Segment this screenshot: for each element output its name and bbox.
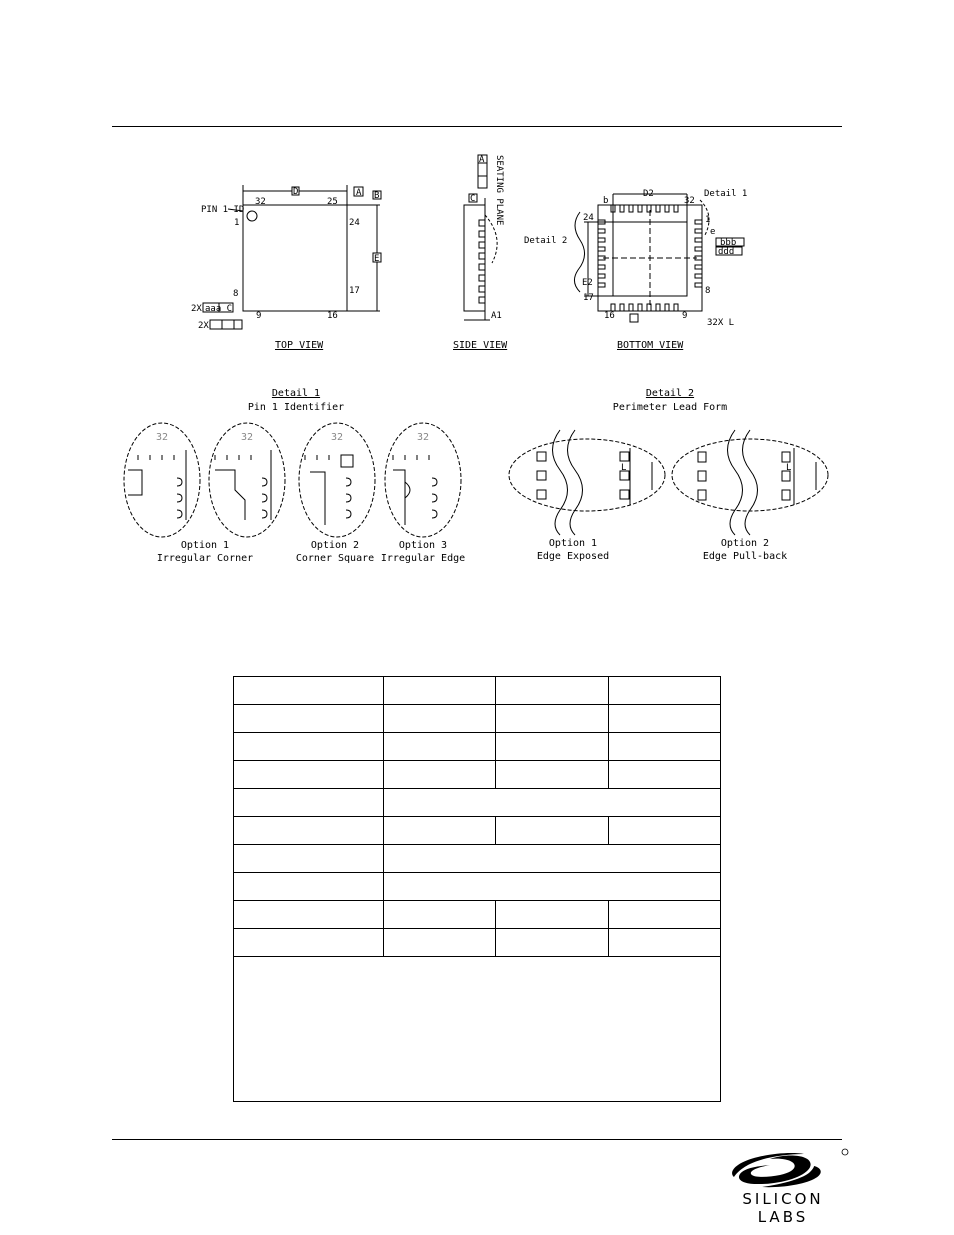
detail-1-option-3-name: Option 3 [398, 540, 448, 551]
table-cell [234, 901, 384, 929]
bottom-pin-8: 8 [705, 286, 711, 296]
top-pin-16: 16 [327, 311, 338, 321]
table-cell [496, 929, 608, 957]
dim-e-pitch-label: e [710, 227, 716, 237]
table-row [234, 817, 721, 845]
table-row [234, 873, 721, 901]
top-pin-8: 8 [233, 289, 239, 299]
detail-1-option-1-desc: Irregular Corner [156, 553, 254, 564]
side-view [464, 155, 497, 320]
detail-2-option-2-name: Option 2 [720, 538, 770, 549]
detail-1-option-2-name: Option 2 [310, 540, 360, 551]
dimension-table-body [234, 677, 721, 1102]
table-cell [384, 929, 496, 957]
bottom-view-leads-left [598, 220, 605, 287]
dim-d-label: D [293, 187, 299, 197]
package-outline-drawing [0, 0, 954, 600]
table-cell [384, 705, 496, 733]
table-cell [384, 901, 496, 929]
detail-2-lead-l-2: L [786, 463, 792, 473]
dim-e-label: E [374, 254, 380, 264]
detail-2-title: Detail 2 [645, 388, 695, 399]
dim-d2-label: D2 [643, 189, 654, 199]
datum-a-label: A [356, 188, 362, 198]
table-cell [234, 873, 384, 901]
detail-1-pin-32-a: 32 [155, 432, 169, 443]
callout-2x-2: 2X [198, 321, 209, 331]
table-cell [608, 733, 720, 761]
callout-tolerance: aaa C [205, 304, 233, 314]
detail-2-subtitle: Perimeter Lead Form [612, 402, 728, 413]
detail-1-drawings [124, 423, 461, 537]
detail-1-pin-32-d: 32 [416, 432, 430, 443]
bottom-view-leads-top [611, 205, 678, 212]
table-cell [234, 817, 384, 845]
side-view-label: SIDE VIEW [453, 340, 508, 351]
detail-2-option-1-name: Option 1 [548, 538, 598, 549]
table-cell [608, 901, 720, 929]
detail-2-option-2-shape [672, 430, 828, 535]
table-cell [384, 845, 721, 873]
bottom-pin-16: 16 [604, 311, 615, 321]
table-cell [384, 761, 496, 789]
table-cell [234, 733, 384, 761]
table-cell [496, 705, 608, 733]
top-pin-9: 9 [256, 311, 262, 321]
table-row [234, 733, 721, 761]
logo-text: SILICON LABS [742, 1190, 824, 1226]
detail-1-option-3-desc: Irregular Edge [380, 553, 466, 564]
table-cell [608, 761, 720, 789]
top-view-package-body [243, 205, 347, 311]
table-cell [608, 817, 720, 845]
table-cell [608, 705, 720, 733]
pin1-id-label: PIN 1 ID [201, 205, 245, 215]
table-cell [234, 789, 384, 817]
side-datum-c: C [470, 194, 476, 204]
table-row [234, 845, 721, 873]
top-pin-17: 17 [349, 286, 360, 296]
detail-2-option-1-shape [509, 430, 665, 535]
table-cell [384, 733, 496, 761]
callout-2x-1: 2X [191, 304, 202, 314]
table-cell [234, 761, 384, 789]
detail-1-option-2-desc: Corner Square [295, 553, 375, 564]
table-cell [234, 845, 384, 873]
table-notes-row [234, 957, 721, 1102]
detail-1-pin-32-b: 32 [240, 432, 254, 443]
table-cell [384, 873, 721, 901]
table-notes-cell [234, 957, 721, 1102]
detail-2-lead-l-1: L [621, 463, 627, 473]
table-row [234, 929, 721, 957]
table-cell [496, 733, 608, 761]
bottom-pin-17: 17 [583, 293, 594, 303]
top-view-label: TOP VIEW [275, 340, 324, 351]
detail-1-title: Detail 1 [271, 388, 321, 399]
side-dim-a1: A1 [491, 311, 502, 321]
table-cell [608, 677, 720, 705]
top-pin-24: 24 [349, 218, 360, 228]
table-cell [496, 901, 608, 929]
side-view-package-body [464, 205, 485, 311]
table-cell [496, 761, 608, 789]
detail-2-option-2-desc: Edge Pull-back [702, 551, 788, 562]
table-cell [384, 817, 496, 845]
dim-l-label: 32X L [707, 318, 735, 328]
bottom-callout-bbb: bbb [720, 238, 737, 248]
bottom-pin-32: 32 [684, 196, 695, 206]
top-pin-32: 32 [255, 197, 266, 207]
bottom-detail1-callout: Detail 1 [704, 189, 748, 199]
bottom-callout-ddd: ddd [718, 247, 735, 257]
table-cell [234, 705, 384, 733]
table-cell [496, 677, 608, 705]
datum-b-label: B [374, 191, 380, 201]
dimension-table [233, 676, 721, 1102]
bottom-view [574, 194, 744, 322]
seating-plane-label: SEATING PLANE [494, 155, 504, 226]
table-cell [234, 677, 384, 705]
bottom-pin-24: 24 [583, 213, 594, 223]
table-cell [496, 817, 608, 845]
detail-1-subtitle: Pin 1 Identifier [247, 402, 345, 413]
dim-b-label: b [603, 196, 609, 206]
pin1-mark [247, 211, 257, 221]
dim-e2-label: E2 [582, 278, 593, 288]
table-row [234, 677, 721, 705]
bottom-view-label: BOTTOM VIEW [617, 340, 684, 351]
table-row [234, 705, 721, 733]
table-row [234, 789, 721, 817]
footer-rule [112, 1139, 842, 1140]
bottom-pin-1: 1 [705, 215, 711, 225]
top-pin-25: 25 [327, 197, 338, 207]
top-pin-1: 1 [234, 218, 240, 228]
side-dim-a: A [479, 155, 485, 165]
table-cell [384, 789, 721, 817]
table-cell [234, 929, 384, 957]
detail-1-option-1-name: Option 1 [180, 540, 230, 551]
detail-2-drawings [509, 430, 828, 535]
bottom-pin-9: 9 [682, 311, 688, 321]
table-row [234, 901, 721, 929]
bottom-detail2-callout: Detail 2 [524, 236, 568, 246]
detail-2-option-1-desc: Edge Exposed [536, 551, 610, 562]
table-row [234, 761, 721, 789]
table-cell [608, 929, 720, 957]
table-cell [384, 677, 496, 705]
bottom-view-leads-right [695, 220, 702, 287]
bottom-view-leads-bottom [611, 304, 678, 311]
detail-1-pin-32-c: 32 [330, 432, 344, 443]
